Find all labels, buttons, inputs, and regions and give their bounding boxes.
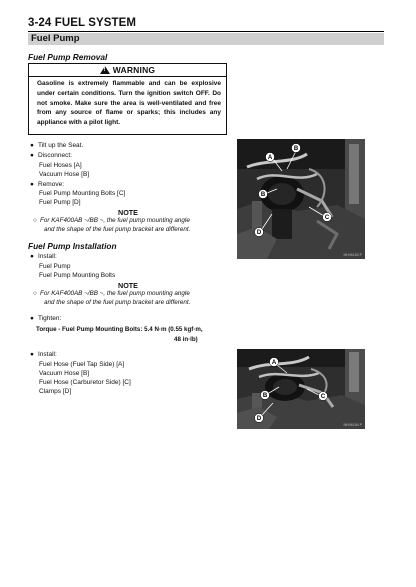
bullet-icon: ● [30, 253, 34, 260]
warning-box [28, 63, 227, 135]
install-hose-item: Fuel Hose (Fuel Tap Side) [A] [39, 361, 125, 368]
bullet-icon: ● [30, 181, 34, 188]
photo-code: MH06183 P [343, 253, 362, 257]
removal-disconnect-item: Vacuum Hose [B] [39, 171, 90, 178]
note-icon: ○ [33, 217, 37, 224]
callout-label: A [267, 155, 273, 162]
note-line: and the shape of the fuel pump bracket are different. [44, 226, 191, 233]
note-title: NOTE [118, 208, 138, 217]
install-item: Fuel Pump [39, 263, 71, 270]
install-hose-item: Clamps [D] [39, 388, 72, 395]
install-step-tighten: Tighten: [38, 315, 62, 322]
note-icon: ○ [33, 290, 37, 297]
callout-label: B [260, 192, 266, 199]
removal-step-tilt: Tilt up the Seat. [38, 142, 84, 149]
removal-remove-item: Fuel Pump [D] [39, 199, 81, 206]
callout-label: B [293, 146, 299, 153]
bullet-icon: ● [30, 142, 34, 149]
removal-step-remove: Remove: [38, 181, 65, 188]
note-title: NOTE [118, 281, 138, 290]
section-title: Fuel Pump [31, 33, 80, 44]
section-bar [28, 33, 384, 45]
note-line: For KAF400AB ~/BB ~, the fuel pump mounting angle [40, 290, 190, 297]
photo-code: MH06184 P [343, 423, 362, 427]
installation-heading: Fuel Pump Installation [28, 241, 117, 251]
removal-heading: Fuel Pump Removal [28, 52, 108, 62]
removal-remove-item: Fuel Pump Mounting Bolts [C] [39, 190, 126, 197]
warning-header [29, 64, 226, 77]
install-step-install-hoses: Install: [38, 351, 57, 358]
bullet-icon: ● [30, 351, 34, 358]
page-title: 3-24 FUEL SYSTEM [28, 17, 137, 29]
install-item: Fuel Pump Mounting Bolts [39, 272, 116, 279]
install-step-install: Install: [38, 253, 57, 260]
warning-text: Gasoline is extremely flammable and can be explosive under certain conditions. Turn the ignition switch OFF. Do not smoke. Make sure the area is well-ventilated and free from any source of flame or sparks; this includes any appliance with a pilot light. [37, 80, 221, 127]
fuel-pump-removal-photo [237, 139, 365, 259]
warning-icon [100, 66, 110, 74]
install-hose-item: Fuel Hose (Carburetor Side) [C] [39, 379, 131, 386]
torque-spec-cont: 48 in·lb) [174, 336, 198, 343]
note-line: and the shape of the fuel pump bracket are different. [44, 299, 191, 306]
removal-step-disconnect: Disconnect: [38, 152, 72, 159]
callout-label: B [262, 393, 268, 400]
install-hose-item: Vacuum Hose [B] [39, 370, 90, 377]
callout-label: C [320, 394, 326, 401]
removal-disconnect-item: Fuel Hoses [A] [39, 162, 82, 169]
callout-label: A [271, 360, 277, 367]
note-line: For KAF400AB ~/BB ~, the fuel pump mounting angle [40, 217, 190, 224]
bullet-icon: ● [30, 152, 34, 159]
callout-label: C [324, 215, 330, 222]
bullet-icon: ● [30, 315, 34, 322]
fuel-pump-installation-photo [237, 349, 365, 429]
warning-label: WARNING [112, 65, 156, 75]
torque-spec: Torque - Fuel Pump Mounting Bolts: 5.4 N·m (0.55 kgf·m, [36, 326, 203, 333]
callout-label: D [256, 416, 262, 423]
callout-label: D [256, 230, 262, 237]
